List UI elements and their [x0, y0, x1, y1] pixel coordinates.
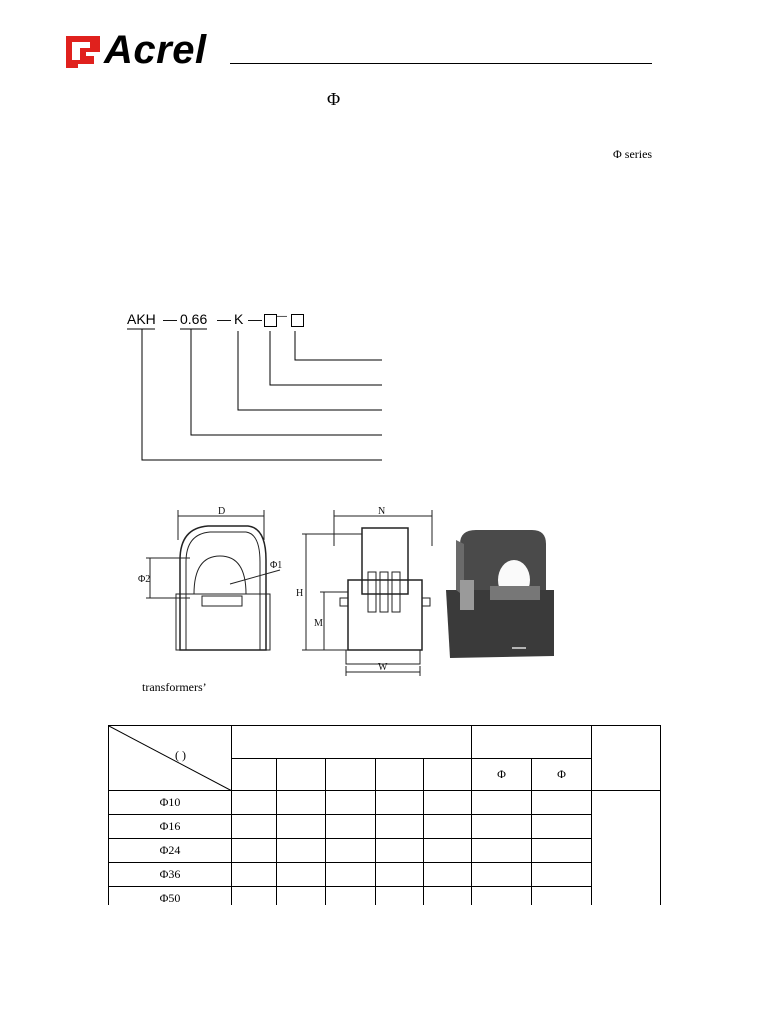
model-code-voltage: 0.66: [180, 311, 208, 327]
figure-caption: transformers’: [142, 680, 207, 694]
transformer-drawing: [130, 500, 590, 680]
model-code-k: K: [234, 311, 244, 327]
table-row-label: Φ10: [109, 791, 232, 815]
table-row-label: Φ36: [109, 863, 232, 887]
dim-label-phi1: Φ1: [270, 560, 283, 571]
table-subheader: [326, 759, 376, 791]
dim-label-d: D: [218, 506, 226, 517]
dim-label-h: H: [296, 588, 304, 599]
table-group-header-1: [232, 726, 472, 759]
dim-label-w: W: [378, 662, 388, 673]
spec-table: [108, 725, 661, 911]
table-row-label: Φ16: [109, 815, 232, 839]
table-subheader: [424, 759, 472, 791]
table-subheader: [376, 759, 424, 791]
table-group-header-2: [472, 726, 592, 759]
table-row-label: Φ50: [109, 887, 232, 911]
model-code-akh: AKH: [127, 311, 156, 327]
series-label: Φ series: [613, 147, 653, 161]
model-code-dash-1: —: [163, 311, 177, 327]
dim-label-n: N: [378, 506, 386, 517]
table-corner-label: ( ): [175, 748, 186, 762]
dim-label-m: M: [314, 618, 323, 629]
table-subheader-phi: Φ: [472, 759, 532, 791]
dim-label-phi2: Φ2: [138, 574, 151, 585]
model-code-dash-2: —: [217, 311, 231, 327]
table-subheader: [277, 759, 326, 791]
table-group-header-3: [592, 726, 661, 791]
brand-name: Acrel: [104, 28, 207, 72]
model-code-dash-4: —: [277, 311, 287, 322]
table-subheader: [232, 759, 277, 791]
transformer-photo: [446, 530, 554, 658]
page-title: Φ: [327, 89, 341, 109]
table-corner-cell: [109, 726, 232, 791]
table-subheader-phi: Φ: [532, 759, 592, 791]
page-cut-off: [100, 905, 680, 925]
diagonal-line: [109, 726, 232, 791]
table-merged-cell: [592, 791, 661, 911]
table-row-label: Φ24: [109, 839, 232, 863]
model-code-dash-3: —: [248, 311, 262, 327]
